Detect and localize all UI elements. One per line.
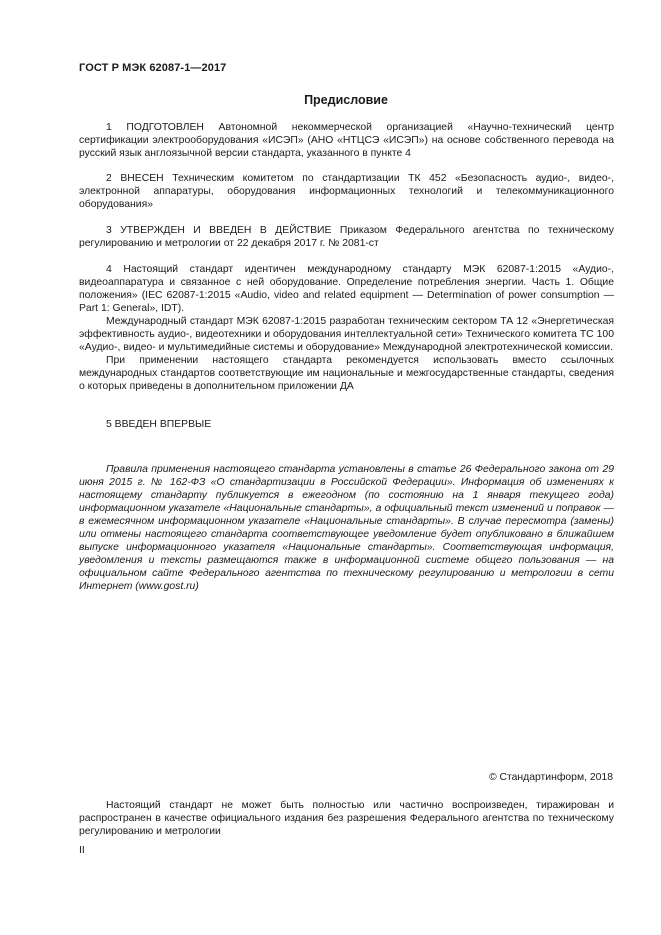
foreword-item-5-text: 5 ВВЕДЕН ВПЕРВЫЕ: [106, 419, 212, 430]
foreword-item-1-text: 1 ПОДГОТОВЛЕН Автономной некоммерческой организацией «Научно-технический центр сертификации электрооборудования «ИСЭП» (АНО «НТЦСЭ «ИСЭП») на основе собственного перевода на русский язык англоязычной версии стандарта, указанного в пункте 4: [79, 122, 614, 159]
application-rules-note: Правила применения настоящего стандарта установлены в статье 26 Федерального закона от 29 июня 2015 г. № 162-ФЗ «О стандартизации в Российской Федерации». Информация об изменениях к настоящему стандарту публикуется в ежегодном (по состоянию на 1 января текущего года) информационном указателе «Национальные стандарты», а официальный текст изменений и поправок — в ежемесячном информационном указателе «Национальные стандарты». В случае пересмотра (замены) или отмены настоящего стандарта соответствующее уведомление будет опубликовано в ближайшем выпуске информационного указателя «Национальные стандарты». Соответствующая информация, уведомления и тексты размещаются также в информационной системе общего пользования — на официальном сайте Федерального агентства по техническому регулированию и метрологии в сети Интернет (www.gost.ru): [79, 464, 614, 592]
foreword-item-2-text: 2 ВНЕСЕН Техническим комитетом по стандартизации ТК 452 «Безопасность аудио-, видео-, электронной аппаратуры, оборудования информационных технологий и телекоммуникационного оборудования»: [79, 173, 614, 210]
reproduction-rights-notice: Настоящий стандарт не может быть полностью или частично воспроизведен, тиражирован и распространен в качестве официального издания без разрешения Федерального агентства по техническому регулированию и метрологии: [79, 800, 614, 837]
foreword-item-4-references: При применении настоящего стандарта рекомендуется использовать вместо ссылочных международных стандартов соответствующие им национальные и межгосударственные стандарты, сведения о которых приведены в дополнительном приложении ДА: [79, 355, 614, 392]
standard-designation: ГОСТ Р МЭК 62087-1—2017: [79, 62, 227, 74]
page-number: II: [79, 845, 85, 856]
foreword-item-5: [79, 418, 614, 431]
foreword-item-3: [79, 224, 614, 250]
foreword-item-4: [79, 263, 614, 393]
foreword-item-3-text: 3 УТВЕРЖДЕН И ВВЕДЕН В ДЕЙСТВИЕ Приказом Федерального агентства по техническому регулированию и метрологии от 22 декабря 2017 г. № 2081-ст: [79, 225, 614, 249]
page-title: Предисловие: [304, 93, 388, 107]
foreword-item-1: [79, 121, 614, 160]
foreword-item-4-text: 4 Настоящий стандарт идентичен международному стандарту МЭК 62087-1:2015 «Аудио-, видеоаппаратура и связанное с ней оборудование. Определение потребления энергии. Часть 1. Общие положения» (IEC 62087-1:2015 «Audio, video and related equipment — Determination of power consumption — Part 1: General», IDT).: [79, 264, 614, 314]
foreword-item-4-origin: Международный стандарт МЭК 62087-1:2015 разработан техническим сектором ТА 12 «Энергетическая эффективность аудио-, видеотехники и оборудования интеллектуальной сети» Технического комитета ТС 100 «Аудио-, видео- и мультимедийные системы и оборудование» Международной электротехнической комиссии.: [79, 316, 614, 353]
foreword-item-2: [79, 172, 614, 211]
copyright-notice: © Стандартинформ, 2018: [488, 772, 613, 783]
